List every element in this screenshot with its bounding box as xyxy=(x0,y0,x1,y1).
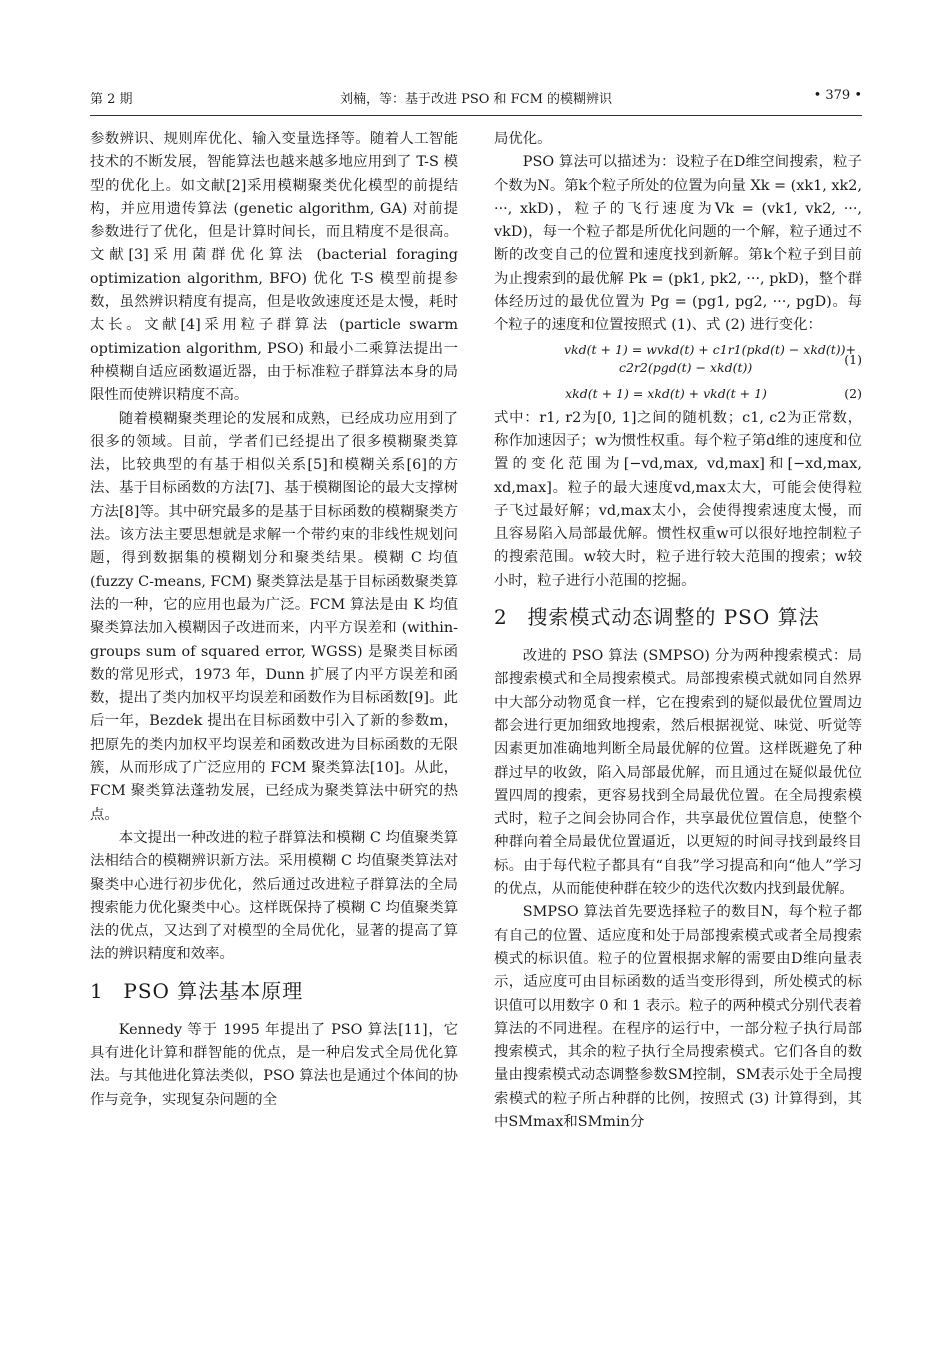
running-title: 刘楠，等：基于改进 PSO 和 FCM 的模糊辨识 xyxy=(339,92,613,107)
section-number: 1 xyxy=(90,978,104,1003)
equation-1-line-2: c2r2(pgd(t) − xkd(t)) xyxy=(619,359,753,375)
section-title: 搜索模式动态调整的 PSO 算法 xyxy=(527,605,820,630)
page-number: • 379 • xyxy=(813,88,862,103)
section-title: PSO 算法基本原理 xyxy=(123,978,304,1003)
equation-2 xyxy=(494,382,862,405)
section-number: 2 xyxy=(494,605,508,630)
equation-1-line-1: vkd(t + 1) = wvkd(t) + c1r1(pkd(t) − xkd(t))+ xyxy=(564,341,857,357)
paragraph: 改进的 PSO 算法 (SMPSO) 分为两种搜索模式：局部搜索模式和全局搜索模式。局部搜索模式就如同自然界中大部分动物觅食一样，它在搜索到的疑似最优位置周边都会进行更加细致地搜索，然后根据视觉、味觉、听觉等因素更加准确地判断全局最优解的位置。这样既避免了种群过早的收敛，陷入局部最优解，而且通过在疑似最优位置四周的搜索，更容易找到全局最优位置。在全局搜索模式时，粒子之间会协同合作，共享最优位置信息，使整个种群向着全局最优位置逼近，以更短的时间寻找到最终目标。由于每代粒子都具有“自我”学习提高和向“他人”学习的优点，从而能使种群在较少的迭代次数内找到最优解。 xyxy=(494,648,862,898)
paragraph: 式中：r1, r2为[0, 1]之间的随机数；c1, c2为正常数，称作加速因子；w为惯性权重。每个粒子第d维的速度和位置的变化范围为[−vd,max, vd,max]和[−xd,max, xd,max]。粒子的最大速度vd,max太大，可能会使得粒子飞过最好解；vd,max太小，会使得搜索速度太慢，而且容易陷入局部最优解。惯性权重w可以很好地控制粒子的搜索范围。w较大时，粒子进行较大范围的搜索；w较小时，粒子进行小范围的挖掘。 xyxy=(494,409,862,589)
equation-2-body: xkd(t + 1) = xkd(t) + vkd(t + 1) xyxy=(565,385,767,401)
header-rule xyxy=(90,115,862,116)
section-heading-1 xyxy=(90,977,458,1005)
equation-1 xyxy=(494,338,862,380)
paragraph: PSO 算法可以描述为：设粒子在D维空间搜索，粒子个数为N。第k个粒子所处的位置为向量 Xk = (xk1, xk2, ···, xkD)，粒子的飞行速度为Vk = (vk1, vk2, ···, vkD)，每一个粒子都是所优化问题的一个解，粒子通过不断的改变自己的位置和速度找到新解。第k个粒子到目前为止搜索到的最优解 Pk = (pk1, pk2, ···, pkD)，整个群体经历过的最优位置为 Pg = (pg1, pg2, ···, pgD)。每个粒子的速度和位置按照式 (1)、式 (2) 进行变化： xyxy=(494,154,862,334)
running-header xyxy=(90,88,862,112)
paragraph: 随着模糊聚类理论的发展和成熟，已经成功应用到了很多的领域。目前，学者们已经提出了很多模糊聚类算法，比较典型的有基于相似关系[5]和模糊关系[6]的方法、基于目标函数的方法[7]、基于模糊图论的最大支撑树方法[8]等。其中研究最多的是基于目标函数的模糊聚类方法。该方法主要思想就是求解一个带约束的非线性规划问题，得到数据集的模糊划分和聚类结果。模糊 C 均值 (fuzzy C-means, FCM) 聚类算法是基于目标函数聚类算法的一种，它的应用也最为广泛。FCM 算法是由 K 均值聚类算法加入模糊因子改进而来，内平方误差和 (within-groups sum of squared error, WGSS) 是聚类目标函数的常见形式，1973 年，Dunn 扩展了内平方误差和函数，提出了类内加权平均误差和函数作为目标函数[9]。此后一年，Bezdek 提出在目标函数中引入了新的参数m，把原先的类内加权平均误差和函数改进为目标函数的无限簇，从而形成了广泛应用的 FCM 聚类算法[10]。从此，FCM 聚类算法蓬勃发展，已经成为聚类算法中研究的热点。 xyxy=(90,410,458,823)
issue-label: 第 2 期 xyxy=(90,92,133,107)
equation-number: (1) xyxy=(844,351,862,367)
equation-number: (2) xyxy=(844,385,862,401)
section-heading-2 xyxy=(494,603,862,631)
paragraph: Kennedy 等于 1995 年提出了 PSO 算法[11]，它具有进化计算和群智能的优点，是一种启发式全局优化算法。与其他进化算法类似，PSO 算法也是通过个体间的协作与竞争，实现复杂问题的全 xyxy=(90,1021,458,1108)
paragraph: 本文提出一种改进的粒子群算法和模糊 C 均值聚类算法相结合的模糊辨识新方法。采用模糊 C 均值聚类算法对聚类中心进行初步优化，然后通过改进粒子群算法的全局搜索能力优化聚类中心。这样既保持了模糊 C 均值聚类算法的优点，又达到了对模型的全局优化，显著的提高了算法的辨识精度和效率。 xyxy=(90,829,458,963)
right-column xyxy=(494,128,862,1134)
paragraph: SMPSO 算法首先要选择粒子的数目N，每个粒子都有自己的位置、适应度和处于局部搜索模式或者全局搜索模式的标识值。粒子的位置根据求解的需要由D维向量表示，适应度可由目标函数的适当变形得到，所处模式的标识值可以用数字 0 和 1 表示。粒子的两种模式分别代表着算法的不同进程。在程序的运行中，一部分粒子执行局部搜索模式，其余的粒子执行全局搜索模式。它们各自的数量由搜索模式动态调整参数SM控制，SM表示处于全局搜索模式的粒子所占种群的比例，按照式 (3) 计算得到，其中SMmax和SMmin分 xyxy=(494,904,862,1130)
paragraph: 局优化。 xyxy=(494,131,552,147)
left-column xyxy=(90,128,458,1112)
paragraph: 参数辨识、规则库优化、输入变量选择等。随着人工智能技术的不断发展，智能算法也越来越多地应用到了 T-S 模型的优化上。如文献[2]采用模糊聚类优化模型的前提结构，并应用遗传算法 (genetic algorithm, GA) 对前提参数进行了优化，但是计算时间长，而且精度不是很高。文献[3]采用菌群优化算法 (bacterial foraging optimization algorithm, BFO) 优化 T-S 模型前提参数，虽然辨识精度有提高，但是收敛速度还是太慢，耗时太长。文献[4]采用粒子群算法 (particle swarm optimization algorithm, PSO) 和最小二乘算法提出一种模糊自适应函数逼近器，由于标准粒子群算法本身的局限性而使辨识精度不高。 xyxy=(90,131,458,404)
